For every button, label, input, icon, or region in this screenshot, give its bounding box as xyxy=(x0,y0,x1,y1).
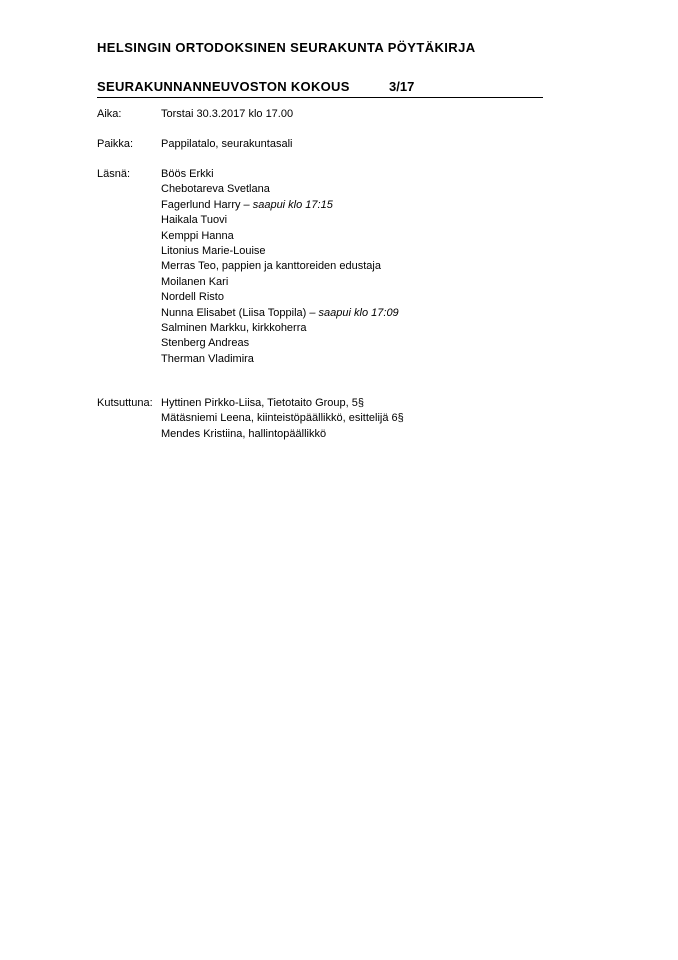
attendee-name: Merras Teo, pappien ja kanttoreiden edustaja xyxy=(161,260,381,273)
invited-item: Mätäsniemi Leena, kiinteistöpäällikkö, esittelijä 6§ xyxy=(161,412,404,425)
time-label: Aika: xyxy=(97,108,122,120)
attendee-name: Litonius Marie-Louise xyxy=(161,244,266,257)
place-value: Pappilatalo, seurakuntasali xyxy=(161,138,293,150)
time-values xyxy=(161,107,293,122)
attendee-arrival-note: – saapui klo 17:15 xyxy=(240,198,333,211)
place-values xyxy=(161,137,292,152)
attendee-item xyxy=(161,182,399,197)
attendee-item xyxy=(161,306,399,321)
attendee-item xyxy=(161,244,399,259)
place-label: Paikka: xyxy=(97,138,134,150)
meeting-title: SEURAKUNNANNEUVOSTON KOKOUS xyxy=(97,79,350,94)
time-value: Torstai 30.3.2017 klo 17.00 xyxy=(161,108,294,120)
attendee-name: Therman Vladimira xyxy=(161,352,254,365)
attendee-name: Böös Erkki xyxy=(161,168,214,180)
attendee-name: Nordell Risto xyxy=(161,291,224,304)
present-label: Läsnä: xyxy=(97,168,131,180)
attendee-name: Haikala Tuovi xyxy=(161,214,228,227)
attendee-item xyxy=(161,321,399,336)
attendee-item xyxy=(161,275,399,290)
invited-label: Kutsuttuna: xyxy=(97,397,153,409)
invited-list xyxy=(161,396,404,442)
organization-title: HELSINGIN ORTODOKSINEN SEURAKUNTA PÖYTÄKIRJA xyxy=(97,40,476,55)
attendee-item xyxy=(161,290,399,305)
attendee-name: Chebotareva Svetlana xyxy=(161,183,270,196)
meeting-header xyxy=(97,79,543,98)
attendee-item xyxy=(161,213,399,228)
attendee-name: Kemppi Hanna xyxy=(161,229,234,242)
invited-item: Mendes Kristiina, hallintopäällikkö xyxy=(161,427,327,440)
attendee-item xyxy=(161,259,399,274)
attendee-item xyxy=(161,336,399,351)
present-list xyxy=(161,167,399,367)
attendee-item xyxy=(161,352,399,367)
meeting-number: 3/17 xyxy=(389,79,415,94)
attendee-name: Fagerlund Harry xyxy=(161,198,241,211)
attendee-item xyxy=(161,198,399,213)
attendee-name: Stenberg Andreas xyxy=(161,337,250,350)
attendee-item xyxy=(161,167,399,182)
attendee-arrival-note: – saapui klo 17:09 xyxy=(306,306,399,319)
attendee-name: Moilanen Kari xyxy=(161,275,229,288)
invited-item: Hyttinen Pirkko-Liisa, Tietotaito Group, 5§ xyxy=(161,397,364,409)
attendee-item xyxy=(161,229,399,244)
attendee-name: Salminen Markku, kirkkoherra xyxy=(161,321,307,334)
attendee-name: Nunna Elisabet (Liisa Toppila) xyxy=(161,306,307,319)
